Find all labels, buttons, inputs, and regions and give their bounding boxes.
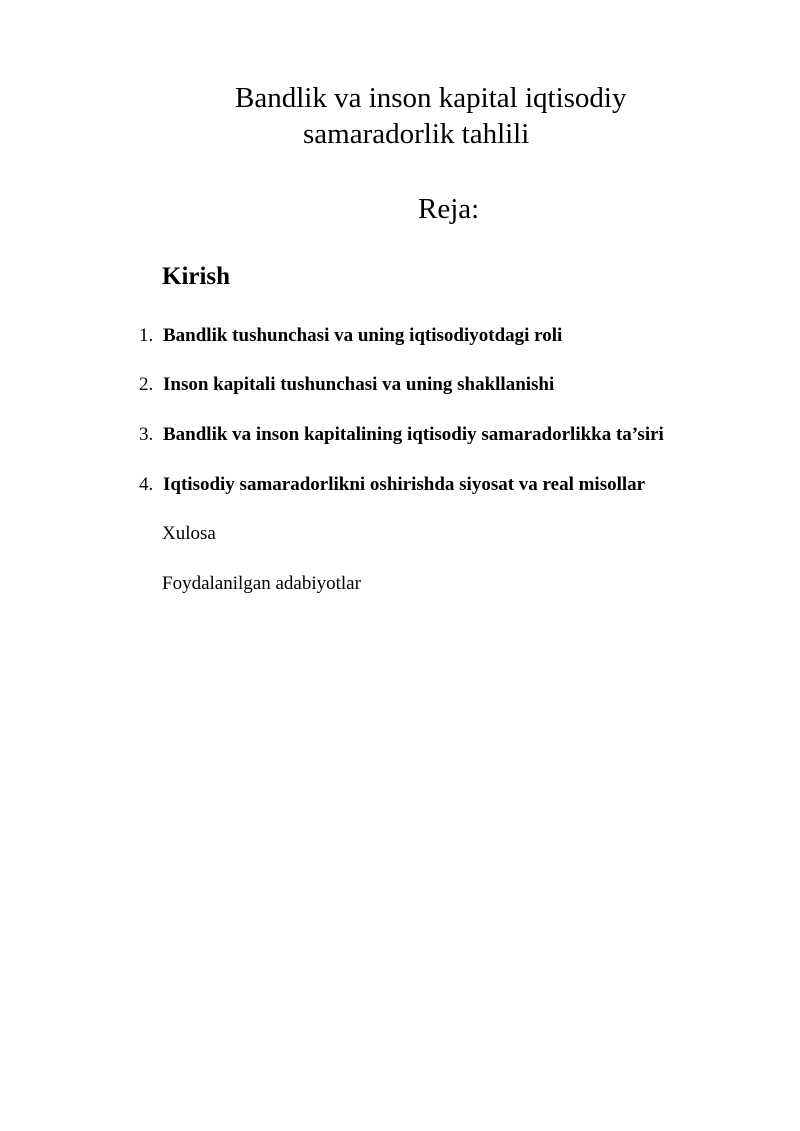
- conclusion-item: Xulosa: [162, 523, 216, 544]
- plan-item-text: Iqtisodiy samaradorlikni oshirishda siyosat va real misollar: [163, 474, 646, 495]
- plan-item-text: Inson kapitali tushunchasi va uning shakllanishi: [163, 374, 555, 395]
- document-title-line-1: Bandlik va inson kapital iqtisodiy: [235, 82, 627, 114]
- plan-item-2: [139, 373, 554, 397]
- plan-item-text: Bandlik tushunchasi va uning iqtisodiyotdagi roli: [163, 325, 563, 346]
- references-item: Foydalanilgan adabiyotlar: [162, 573, 361, 594]
- plan-item-number: 2.: [139, 374, 154, 395]
- intro-heading: Kirish: [162, 263, 231, 290]
- plan-item-number: 3.: [139, 424, 154, 445]
- plan-item-3: [139, 423, 664, 447]
- document-title-line-2: samaradorlik tahlili: [303, 118, 530, 150]
- plan-item-4: [139, 473, 645, 497]
- plan-item-number: 4.: [139, 474, 154, 495]
- plan-item-1: [139, 324, 562, 348]
- plan-heading: Reja:: [418, 193, 480, 225]
- plan-item-text: Bandlik va inson kapitalining iqtisodiy samaradorlikka ta’siri: [163, 424, 664, 445]
- plan-item-number: 1.: [139, 325, 154, 346]
